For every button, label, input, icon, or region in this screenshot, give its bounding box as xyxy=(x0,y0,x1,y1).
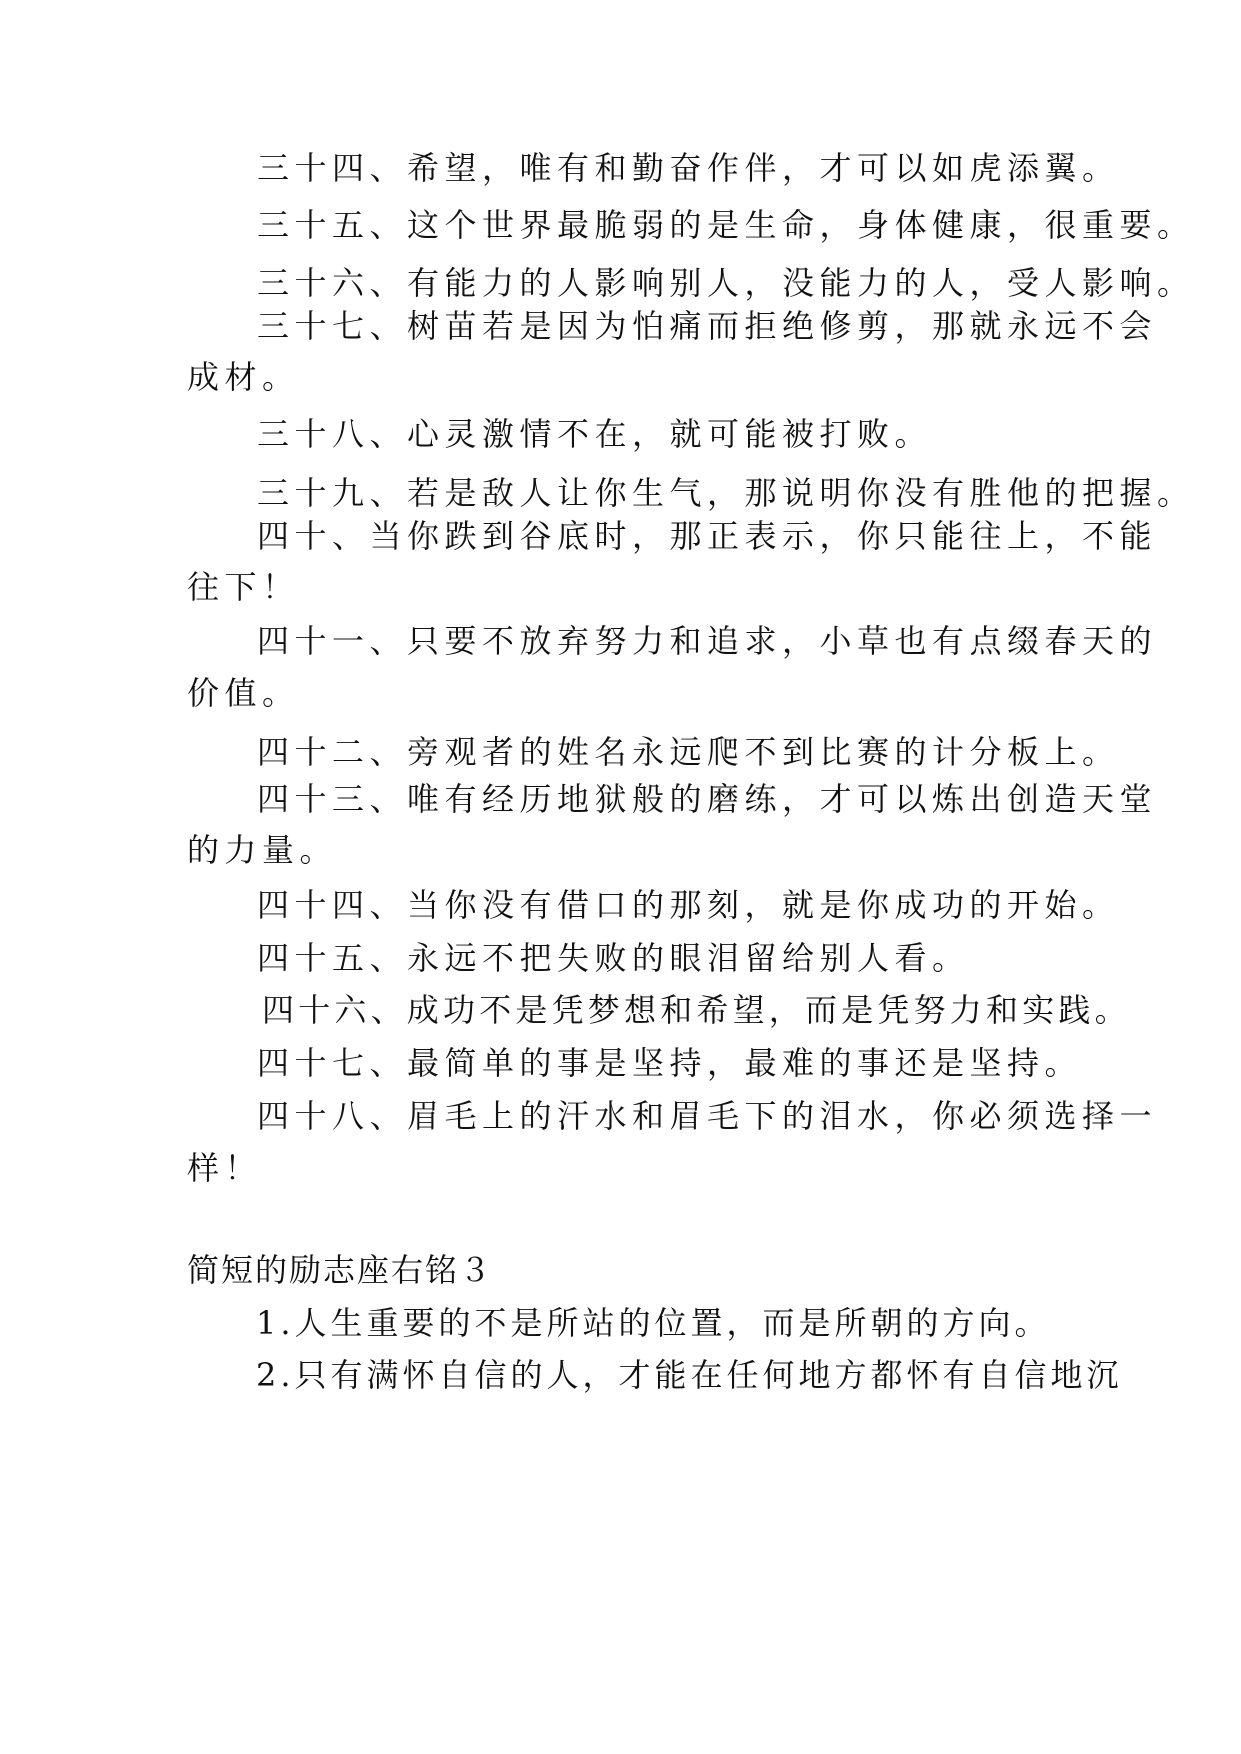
paragraph-46: 四十六、成功不是凭梦想和希望，而是凭努力和实践。 xyxy=(262,991,1131,1029)
paragraph-48: 四十八、眉毛上的汗水和眉毛下的泪水，你必须选择一 xyxy=(257,1097,1158,1135)
paragraph-35: 三十五、这个世界最脆弱的是生命，身体健康，很重要。 xyxy=(257,206,1195,244)
numbered-item-2: 2.只有满怀自信的人，才能在任何地方都怀有自信地沉 xyxy=(256,1356,1123,1394)
paragraph-42: 四十二、旁观者的姓名永远爬不到比赛的计分板上。 xyxy=(257,733,1120,771)
paragraph-41: 四十一、只要不放弃努力和追求，小草也有点缀春天的 xyxy=(257,622,1158,660)
paragraph-43: 四十三、唯有经历地狱般的磨练，才可以炼出创造天堂 xyxy=(257,780,1158,818)
paragraph-43-continued: 的力量。 xyxy=(187,831,338,869)
numbered-item-1: 1.人生重要的不是所站的位置，而是所朝的方向。 xyxy=(256,1304,1051,1342)
paragraph-34: 三十四、希望，唯有和勤奋作伴，才可以如虎添翼。 xyxy=(257,149,1120,187)
section-heading: 简短的励志座右铭３ xyxy=(187,1251,494,1289)
paragraph-38: 三十八、心灵激情不在，就可能被打败。 xyxy=(257,415,933,453)
paragraph-48-continued: 样！ xyxy=(187,1149,263,1187)
paragraph-44: 四十四、当你没有借口的那刻，就是你成功的开始。 xyxy=(257,886,1120,924)
paragraph-41-continued: 价值。 xyxy=(187,674,300,712)
paragraph-47: 四十七、最简单的事是坚持，最难的事还是坚持。 xyxy=(257,1044,1083,1082)
paragraph-40-continued: 往下！ xyxy=(187,568,300,606)
paragraph-37: 三十七、树苗若是因为怕痛而拒绝修剪，那就永远不会 xyxy=(257,307,1158,345)
paragraph-40: 四十、当你跌到谷底时，那正表示，你只能往上，不能 xyxy=(257,517,1158,555)
paragraph-39: 三十九、若是敌人让你生气，那说明你没有胜他的把握。 xyxy=(257,474,1195,512)
paragraph-36: 三十六、有能力的人影响别人，没能力的人，受人影响。 xyxy=(257,264,1195,302)
paragraph-45: 四十五、永远不把失败的眼泪留给别人看。 xyxy=(257,939,970,977)
paragraph-37-continued: 成材。 xyxy=(187,358,300,396)
